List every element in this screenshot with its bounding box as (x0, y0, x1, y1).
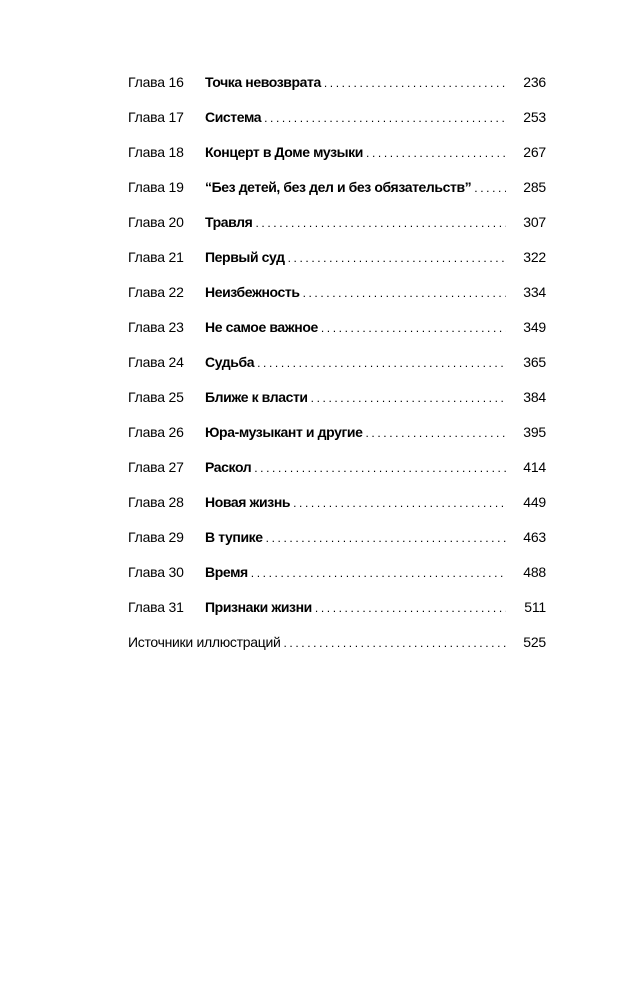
page-number: 285 (523, 179, 546, 195)
page-number: 395 (523, 424, 546, 440)
chapter-label: Глава 27 (128, 459, 184, 475)
toc-entry (128, 282, 546, 317)
chapter-title: Ближе к власти (205, 389, 308, 405)
page-number: 365 (523, 354, 546, 370)
page-number: 511 (524, 599, 546, 615)
dot-leader (366, 143, 506, 163)
chapter-label: Глава 19 (128, 179, 184, 195)
page-number: 449 (523, 494, 546, 510)
dot-leader (324, 73, 506, 93)
toc-entry (128, 212, 546, 247)
chapter-title: Новая жизнь (205, 494, 291, 510)
dot-leader (311, 388, 506, 408)
toc-entry (128, 597, 546, 632)
toc-entry (128, 72, 546, 107)
chapter-label: Глава 28 (128, 494, 184, 510)
chapter-title: Судьба (205, 354, 255, 370)
dot-leader (315, 598, 506, 618)
chapter-title: “Без детей, без дел и без обязательств” (205, 179, 472, 195)
dot-leader (255, 213, 506, 233)
chapter-label: Глава 26 (128, 424, 184, 440)
chapter-title: Юра-музыкант и другие (205, 424, 363, 440)
page-number: 334 (523, 284, 546, 300)
chapter-label: Глава 17 (128, 109, 184, 125)
chapter-title: Система (205, 109, 262, 125)
dot-leader (288, 248, 506, 268)
dot-leader (365, 423, 506, 443)
toc-entry (128, 387, 546, 422)
toc-entry (128, 317, 546, 352)
page-number: 488 (523, 564, 546, 580)
toc-entry (128, 352, 546, 387)
page-number: 267 (523, 144, 546, 160)
toc-entry (128, 562, 546, 597)
page-number: 253 (523, 109, 546, 125)
page-number: 525 (523, 634, 546, 650)
chapter-label: Глава 31 (128, 599, 184, 615)
chapter-label: Глава 16 (128, 74, 184, 90)
chapter-label: Глава 30 (128, 564, 184, 580)
toc-entry (128, 247, 546, 282)
dot-leader (257, 353, 506, 373)
dot-leader (321, 318, 506, 338)
toc-entry (128, 177, 546, 212)
chapter-title: Концерт в Доме музыки (205, 144, 364, 160)
chapter-title: Травля (205, 214, 253, 230)
dot-leader (266, 528, 506, 548)
page-number: 349 (523, 319, 546, 335)
toc-entry (128, 422, 546, 457)
dot-leader (474, 178, 506, 198)
chapter-label: Глава 20 (128, 214, 184, 230)
chapter-label: Глава 22 (128, 284, 184, 300)
chapter-title: Раскол (205, 459, 252, 475)
chapter-title: В тупике (205, 529, 263, 545)
toc-entry (128, 107, 546, 142)
chapter-title: Первый суд (205, 249, 285, 265)
chapter-title: Время (205, 564, 248, 580)
dot-leader (254, 458, 506, 478)
dot-leader (303, 283, 506, 303)
chapter-title: Признаки жизни (205, 599, 312, 615)
page-number: 236 (523, 74, 546, 90)
chapter-label: Глава 21 (128, 249, 184, 265)
dot-leader (264, 108, 506, 128)
illustrations-title: Источники иллюстраций (128, 634, 281, 650)
page-number: 414 (523, 459, 546, 475)
chapter-title: Точка невозврата (205, 74, 321, 90)
chapter-title: Не самое важное (205, 319, 318, 335)
chapter-label: Глава 24 (128, 354, 184, 370)
table-of-contents (128, 72, 546, 667)
toc-entry (128, 492, 546, 527)
page-number: 463 (523, 529, 546, 545)
chapter-label: Глава 25 (128, 389, 184, 405)
chapter-label: Глава 18 (128, 144, 184, 160)
chapter-label: Глава 29 (128, 529, 184, 545)
toc-entry-illustrations (128, 632, 546, 667)
toc-entry (128, 527, 546, 562)
chapter-title: Неизбежность (205, 284, 300, 300)
dot-leader (251, 563, 506, 583)
dot-leader (283, 633, 506, 653)
page-number: 307 (523, 214, 546, 230)
toc-entry (128, 457, 546, 492)
toc-entry (128, 142, 546, 177)
dot-leader (293, 493, 506, 513)
chapter-label: Глава 23 (128, 319, 184, 335)
page-number: 322 (523, 249, 546, 265)
page-number: 384 (523, 389, 546, 405)
